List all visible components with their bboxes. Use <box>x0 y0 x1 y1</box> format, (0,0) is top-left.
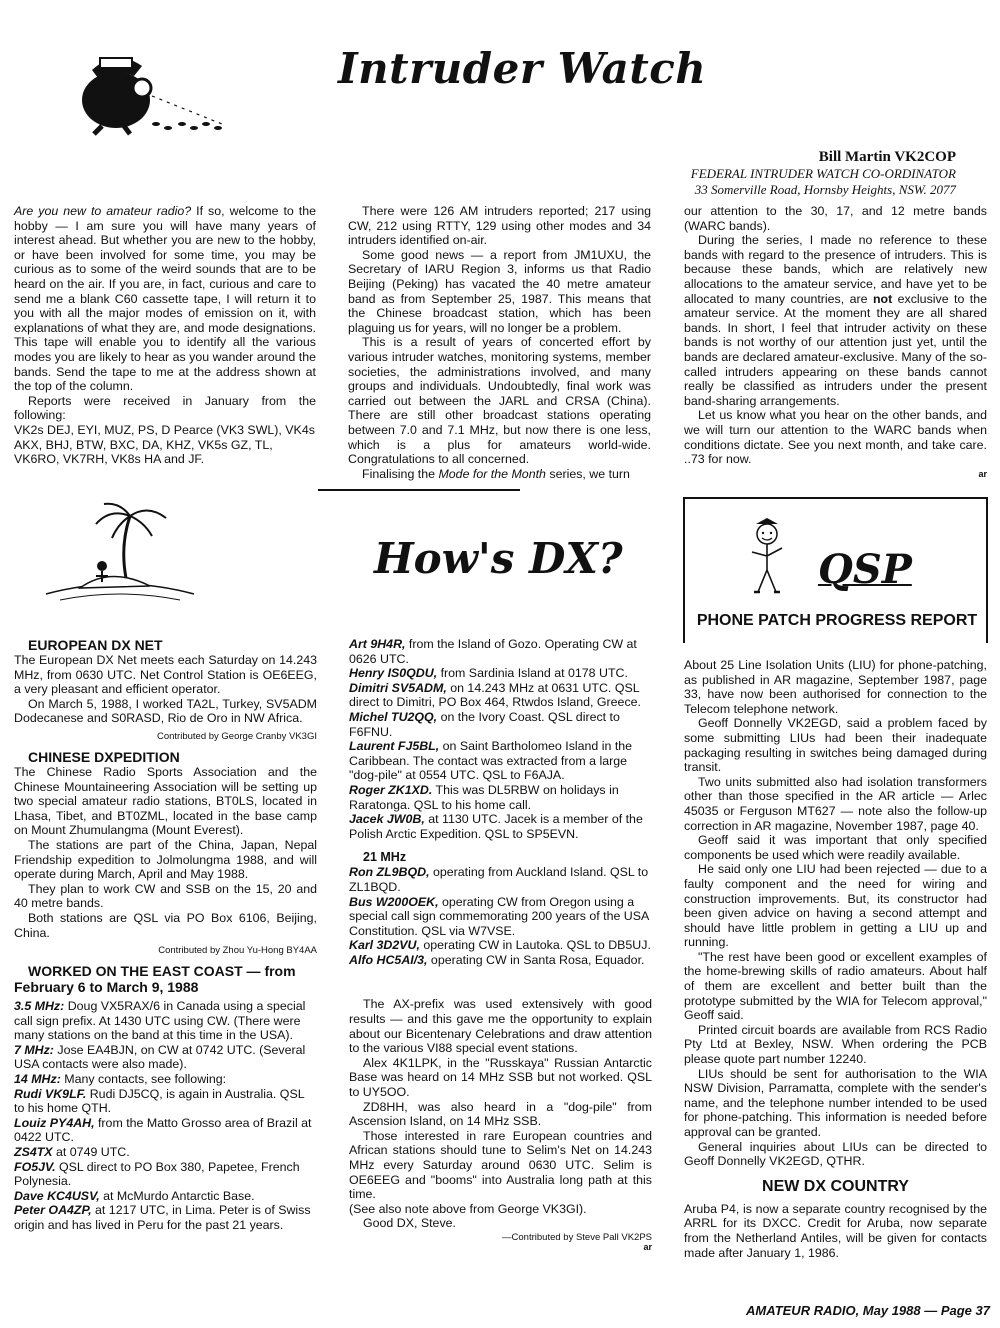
station-callsign: Dimitri SV5ADM, <box>349 680 447 695</box>
entry-text: from Sardinia Island at 0178 UTC. <box>437 666 628 681</box>
dx-entry <box>349 637 652 666</box>
band-label: 14 MHz: <box>14 1072 61 1087</box>
qsp-box-right <box>986 497 988 643</box>
dx-section-title: How's DX? <box>374 534 623 583</box>
dx-entry <box>349 739 652 783</box>
dx-para: They plan to work CW and SSB on the 15, 20 and 40 metre bands. <box>14 881 317 911</box>
entry-text: on the Ivory Coast. QSL direct to F6FNU. <box>349 709 620 739</box>
page-title: Intruder Watch <box>338 44 707 93</box>
qsp-para: Aruba P4, is now a separate country recognised by the ARRL for its DXCC. Credit for Aruba, now separate from the Netherland Antiles, will be given for contacts made after January 1, 1986. <box>684 1201 987 1260</box>
entry-text: at McMurdo Antarctic Base. <box>99 1188 255 1203</box>
end-mark: ar <box>978 468 987 479</box>
dx-entry <box>349 812 652 841</box>
entry-text: on 14.243 MHz at 0631 UTC. QSL direct to Dimitri, PO Box 464, Rtwdos Island, Greece. <box>349 680 641 710</box>
intruder-column-3 <box>684 204 987 481</box>
station-callsign: Henry IS0QDU, <box>349 666 438 681</box>
station-callsign: Art 9H4R, <box>349 637 406 651</box>
entry-text: at 1217 UTC, in Lima. Peter is of Swiss origin and has lived in Peru for the past 21 years. <box>14 1203 311 1232</box>
author-role: FEDERAL INTRUDER WATCH CO-ORDINATOR <box>690 166 956 181</box>
entry-text: operating CW in Santa Rosa, Equador. <box>427 952 645 967</box>
station-callsign: ZS4TX <box>14 1145 53 1160</box>
dx-column-2 <box>349 637 652 1255</box>
dx-entry <box>14 1203 317 1232</box>
intruder-para: our attention to the 30, 17, and 12 metre bands (WARC bands). <box>684 204 987 233</box>
entry-text: operating CW from Oregon using a special call sign commemorating 200 years of the USA Constitution. QSL via W7VSE. <box>349 894 649 938</box>
qsp-para: Geoff said it was important that only specified components be used which were readily available. <box>684 833 987 862</box>
dx-station-list <box>349 637 652 841</box>
eu-net-heading: EUROPEAN DX NET <box>28 637 163 653</box>
station-callsign: Alfo HC5AI/3, <box>349 952 428 967</box>
author-name: Bill Martin VK2COP <box>818 149 956 165</box>
new-dx-country-heading: NEW DX COUNTRY <box>762 1177 909 1195</box>
dx-entry <box>349 681 652 710</box>
station-callsign: Karl 3D2VU, <box>349 938 420 953</box>
qsp-logo: QSP <box>818 546 912 593</box>
dx-para: ZD8HH, was also heard in a "dog-pile" from Ascension Island, on 14 MHz SSB. <box>349 1099 652 1129</box>
entry-text: from the Island of Gozo. Operating CW at 0626 UTC. <box>349 637 637 666</box>
dx-entry <box>14 1160 317 1189</box>
text: During the series, I made no reference to these bands with regard to the presence of intruders. This is because these bands, which are relatively new allocations to the amateur service, and have yet to be allocated to many countries, are <box>684 233 987 306</box>
credit-line: Contributed by Zhou Yu-Hong BY4AA <box>158 945 317 957</box>
intruder-para <box>14 204 316 394</box>
section-divider <box>318 489 520 491</box>
station-callsign: Roger ZK1XD. <box>349 782 433 797</box>
dx-entry <box>14 1043 317 1072</box>
entry-text: on Saint Bartholomeo Island in the Caribbean. The contact was extracted from a large "dog-pile" at 0554 UTC. QSL to F6AJA. <box>349 739 633 783</box>
dx-entry <box>14 1116 317 1145</box>
station-callsign: Peter OA4ZP, <box>14 1203 92 1218</box>
dx-para: The stations are part of the China, Japan, Nepal Friendship expedition to Jolmolungma 1988, and will operate during March, April and May 1988. <box>14 837 317 882</box>
qsp-box-left <box>683 497 685 643</box>
detective-illustration <box>72 40 232 138</box>
dx-entry <box>349 865 652 894</box>
stick-figure-illustration <box>742 518 792 596</box>
entry-text: Many contacts, see following: <box>60 1072 227 1087</box>
page-footer: AMATEUR RADIO, May 1988 — Page 37 <box>746 1303 990 1318</box>
dx-entry <box>349 953 652 968</box>
text: If so, welcome to the hobby — I am sure you will have many years of interest ahead. But whether you are new to the hobby, or have been involved for some time, you may be curious as to some of the weird sounds that are to be heard on the air. If you are, in fact, curious and care to send me a blank C60 cassette tape, I will return it to you with all the major modes of emission on it, with explanations of what they are, and mode designations. This tape will enable you to identify all the various modes you are likely to hear as you wander around the bands. Send the tape to me at the address shown at the top of the column. <box>14 204 316 394</box>
intruder-column-1 <box>14 204 316 467</box>
lead-question: Are you new to amateur radio? <box>14 204 192 218</box>
intruder-para: Reports were received in January from the following: <box>14 393 316 423</box>
dx-para: Both stations are QSL via PO Box 6106, Beijing, China. <box>14 910 317 940</box>
station-callsign: Jacek JW0B, <box>349 812 425 827</box>
end-mark: ar <box>643 1241 652 1252</box>
qsp-para: LIUs should be sent for authorisation to the WIA NSW Division, Parramatta, complete with the sender's name, and the telephone number intended to be used for phone-patching. This information is needed before approval can be granted. <box>684 1066 987 1139</box>
entry-text: Doug VX5RAX/6 in Canada using a special call sign prefix. At 1430 UTC using CW. (There were many stations on the band at this time in the USA). <box>14 999 306 1043</box>
east-coast-heading: WORKED ON THE EAST COAST — from February 6 to March 9, 1988 <box>14 963 296 996</box>
entry-text: This was DL5RBW on holidays in Raratonga. QSL to his home call. <box>349 782 619 812</box>
qsp-para: Geoff Donnelly VK2EGD, said a problem faced by some submitting LIUs had been their inadequate packaging resulting in switches being damaged during transit. <box>684 716 987 775</box>
qsp-para: General inquiries about LIUs can be directed to Geoff Donnelly VK2EGD, QTHR. <box>684 1139 987 1169</box>
island-illustration <box>40 496 200 606</box>
dx-entry <box>14 1145 317 1160</box>
entry-text: operating CW in Lautoka. QSL to DB5UJ. <box>419 938 651 953</box>
dx-entry <box>349 938 652 953</box>
entry-text: Jose EA4BJN, on CW at 0742 UTC. (Several USA contacts were also made). <box>14 1042 306 1072</box>
intruder-column-2 <box>348 204 651 481</box>
station-callsign: Louiz PY4AH, <box>14 1115 95 1130</box>
station-callsign: Michel TU2QQ, <box>349 709 438 724</box>
qsp-heading: PHONE PATCH PROGRESS REPORT <box>696 612 978 629</box>
dx-entry <box>349 895 652 939</box>
author-block <box>691 148 956 198</box>
intruder-para <box>348 467 651 482</box>
entry-text: Rudi DJ5CQ, is again in Australia. QSL to his home QTH. <box>14 1086 305 1116</box>
credit-line: Contributed by George Cranby VK3GI <box>156 730 317 742</box>
series-name: Mode for the Month <box>438 466 546 481</box>
dx-para: The European DX Net meets each Saturday on 14.243 MHz, from 0630 UTC. Net Control Station is OE6EEG, a very pleasant and efficient operator. <box>14 653 317 697</box>
station-callsign: FO5JV. <box>14 1159 56 1174</box>
entry-text: from the Matto Grosso area of Brazil at 0422 UTC. <box>14 1115 312 1145</box>
qsp-box-top <box>683 497 988 499</box>
dx-entry <box>349 710 652 739</box>
entry-text: operating from Auckland Island. QSL to ZL1BQD. <box>349 865 649 894</box>
band-label: 7 MHz: <box>14 1042 54 1057</box>
qsp-column <box>684 658 987 1260</box>
intruder-para: Some good news — a report from JM1UXU, the Secretary of IARU Region 3, informs us that Radio Beijing (Peking) has vacated the 40 metre amateur band as from September 25, 1987. This means that the Chinese broadcast station, which has been plaguing us for years, will no longer be a problem. <box>348 247 651 335</box>
station-callsign: Ron ZL9BQD, <box>349 865 430 880</box>
credit-line: —Contributed by Steve Pall VK2PS <box>502 1231 652 1243</box>
station-callsign: Laurent FJ5BL, <box>349 739 440 754</box>
qsp-para: Two units submitted also had isolation transformers other than those specified in the AR article — Arlec 45035 or Ferguson MT627 — note also the follow-up correction in AR magazine, November 1987, page 40. <box>684 774 987 833</box>
dx-entry <box>14 1072 317 1087</box>
intruder-para: This is a result of years of concerted effort by various intruder watches, monitoring systems, member societies, the administrations involved, and many groups and individuals. Undoubtedly, final work was carried out between the JARL and CRSA (China). There are still other broadcast stations operating between 7.0 and 7.1 MHz, but now there is one less, which is a plus for amateurs world-wide. Congratulations to all concerned. <box>348 335 651 467</box>
entry-text: at 0749 UTC. <box>52 1145 130 1160</box>
dx-para: On March 5, 1988, I worked TA2L, Turkey, SV5ADM Dodecanese and S0RASD, Rio de Oro in NW Africa. <box>14 696 317 726</box>
qsp-para: About 25 Line Isolation Units (LIU) for phone-patching, as published in AR magazine, September 1987, page 33, have now been authorised for connection to the Telecom telephone network. <box>684 658 987 716</box>
band-21-heading: 21 MHz <box>363 850 407 865</box>
text: series, we turn <box>549 466 630 481</box>
intruder-para <box>684 233 987 408</box>
station-callsign: Dave KC4USV, <box>14 1188 100 1203</box>
dx-para: The Chinese Radio Sports Association and the Chinese Mountaineering Association will be setting up two special amateur radio stations, BT0LS, located in Lhasa, Tibet, and BT0ZML, located in the base camp on Mount Zhumulangma (Mount Everest). <box>14 764 317 838</box>
qsp-para: Printed circuit boards are available from RCS Radio Pty Ltd at Bexley, NSW. When ordering the PCB please quote part number 12240. <box>684 1022 987 1067</box>
dx-entry <box>14 1189 317 1204</box>
station-callsign: Bus W200OEK, <box>349 894 439 909</box>
report-callsigns: VK2s DEJ, EYI, MUZ, PS, D Pearce (VK3 SWL), VK4s AKX, BHJ, BTW, BXC, DA, KHZ, VK5s GZ, TL, VK6RO, VK7RH, VK8s HA and JF. <box>14 422 315 467</box>
dx-para: Those interested in rare European countries and African stations should tune to Selim's Net on 14.243 MHz every Saturday around 0630 UTC. Selim is OE6EEG and "booms" into Australia long path at this time. <box>349 1128 652 1202</box>
chinese-dxpedition-heading: CHINESE DXPEDITION <box>28 748 180 765</box>
dx-para: The AX-prefix was used extensively with good results — and this gave me the opportunity to explain about our Bicentenary Celebrations and draw attention to the various VI88 special event stations. <box>349 997 652 1056</box>
emphasis: not <box>872 291 893 306</box>
intruder-para: Let us know what you hear on the other bands, and we will turn our attention to the WARC bands when conditions dictate. See you next month, and take care. ..73 for now. <box>684 408 987 467</box>
station-callsign: Rudi VK9LF. <box>14 1086 87 1101</box>
dx-entry <box>14 1087 317 1116</box>
intruder-para: There were 126 AM intruders reported; 217 using CW, 212 using RTTY, 129 using other modes and 34 intruders identified on-air. <box>348 204 651 248</box>
dx-entry <box>14 999 317 1043</box>
text: exclusive to the amateur service. At the moment they are all shared bands. In short, I feel that intruder activity on these bands is not worthy of our attention just yet, until the bands are declared amateur-exclusive. Many of the so-called intruders appearing on these bands cannot really be classified as intruders under the present band-sharing arrangements. <box>684 291 987 408</box>
dx-column-1 <box>14 637 317 1233</box>
dx-entry <box>349 666 652 681</box>
dx-21mhz-list <box>349 865 652 967</box>
qsp-para: "The rest have been good or excellent examples of the home-brewing skills of radio amateurs. About half of them are excellent and better built than the prototype submitted by the WIA for Telecom approval," Geoff said. <box>684 949 987 1023</box>
qsp-para: He said only one LIU had been rejected — due to a faulty component and the need for wiring and construction improvements. But, its constructor had been given advice on having a second attempt and should have little problem in getting a LIU up and running. <box>684 862 987 950</box>
dx-para: (See also note above from George VK3GI). <box>349 1201 587 1216</box>
author-address: 33 Somerville Road, Hornsby Heights, NSW. 2077 <box>694 182 956 197</box>
entry-text: at 1130 UTC. Jacek is a member of the Polish Arctic Expedition. QSL to SP5EVN. <box>349 812 643 841</box>
dx-entry <box>349 783 652 812</box>
entry-text: QSL direct to PO Box 380, Papetee, French Polynesia. <box>14 1159 300 1189</box>
band-label: 3.5 MHz: <box>14 999 65 1014</box>
text: Finalising the <box>362 466 436 481</box>
east-coast-list <box>14 999 317 1233</box>
dx-para: Alex 4K1LPK, in the "Russkaya" Russian Antarctic Base was heard on 14 MHz SSB but not worked. QSL to UY5OO. <box>349 1055 652 1100</box>
dx-para: Good DX, Steve. <box>363 1216 456 1231</box>
